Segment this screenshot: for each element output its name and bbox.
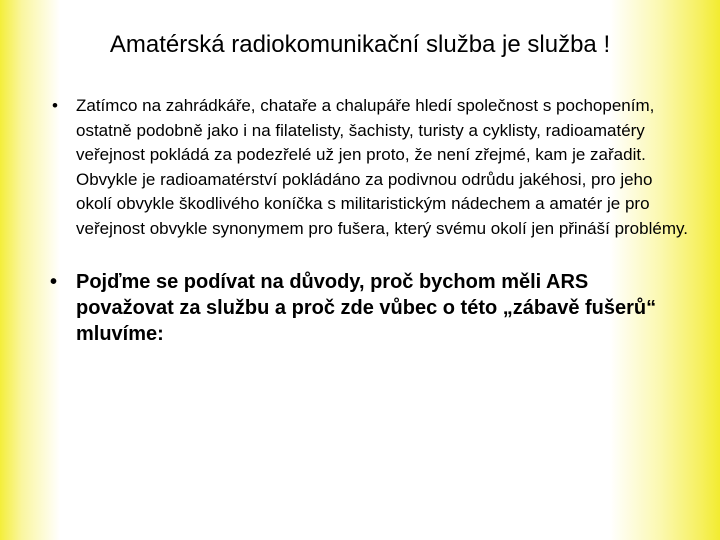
bullet-item-reasons	[48, 269, 688, 347]
slide-title: Amatérská radiokomunikační služba je služba !	[109, 31, 611, 58]
bullet-list	[48, 94, 688, 347]
bullet-item-intro	[48, 94, 688, 241]
bullet-marker: •	[50, 271, 58, 293]
bullet-text: Zatímco na zahrádkáře, chataře a chalupáře hledí společnost s pochopením, ostatně podobně jako i na filatelisty, šachisty, turisty a cyklisty, radioamatéry veřejnost pokládá za podezřelé už jen proto, že není zřejmé, kam je zařadit. Obvykle je radioamatérství pokládáno za podivnou odrůdu jakéhosi, pro jeho okolí obvykle škodlivého koníčka s militaristickým nádechem a amatér je pro veřejnost obvykle synonymem pro fušera, který svému okolí jen přináší problémy.	[76, 96, 688, 238]
bullet-text: Pojďme se podívat na důvody, proč bychom měli ARS považovat za službu a proč zde vůbec o této „zábavě fušerů“ mluvíme:	[76, 271, 657, 345]
bullet-marker: •	[52, 96, 58, 115]
